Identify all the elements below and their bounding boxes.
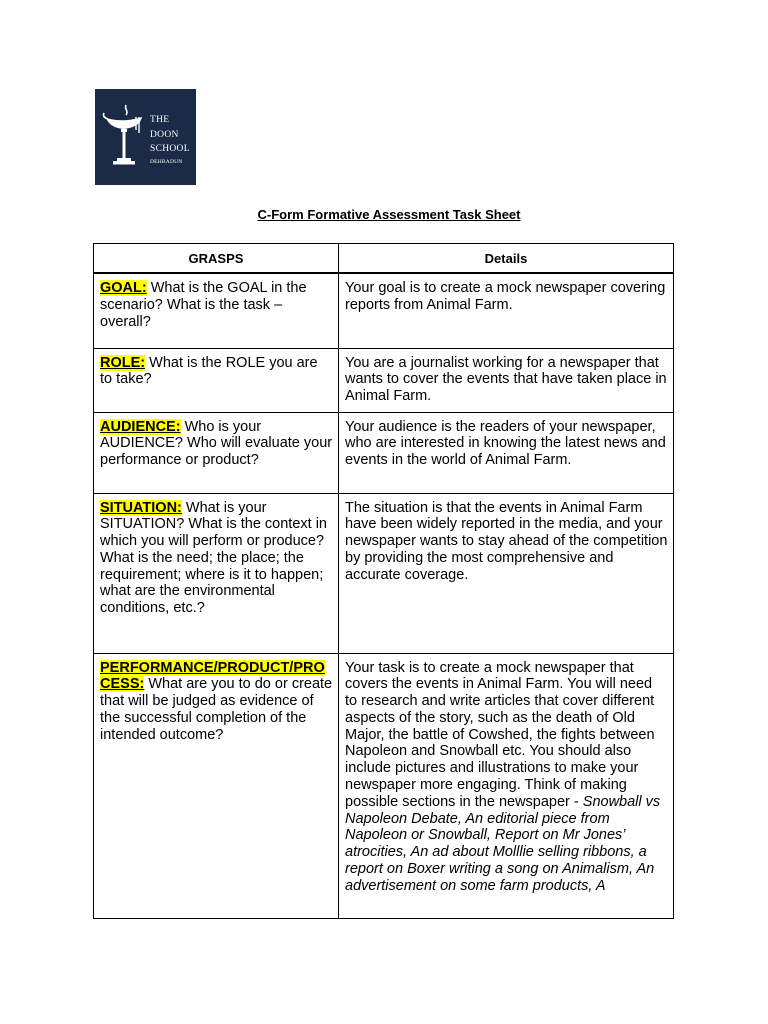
grasps-question: What is the ROLE you are to take?: [100, 354, 318, 388]
details-text: Your audience is the readers of your newspaper, who are interested in knowing the latest news and events in the world of Animal Farm.: [345, 418, 666, 469]
logo-wordmark: [150, 113, 190, 167]
grasps-label: SITUATION:: [100, 499, 182, 516]
details-cell: [339, 412, 674, 493]
details-text: You are a journalist working for a newspaper that wants to cover the events that have taken place in Animal Farm.: [345, 354, 667, 405]
details-text: Your task is to create a mock newspaper that covers the events in Animal Farm. You will need to research and write articles that cover different aspects of the story, such as the death of Old Major, the battle of Cowshed, the fights between Napoleon and Snowball etc. You should also include pictures and illustrations to make your newspaper more engaging. Think of making possible sections in the newspaper -: [345, 659, 655, 810]
grasps-label: GOAL:: [100, 280, 147, 296]
grasps-question: What is the GOAL in the scenario? What is the task – overall?: [100, 280, 307, 330]
details-cell: [339, 348, 674, 412]
grasps-table: [93, 243, 674, 919]
grasps-question: Who is your AUDIENCE? Who will evaluate your performance or product?: [100, 418, 333, 469]
details-text: The situation is that the events in Animal Farm have been widely reported in the media, and your newspaper wants to stay ahead of the competition by providing the most comprehensive and accurate coverage.: [345, 499, 668, 583]
table-header-row: [94, 244, 674, 274]
details-italic-text: Snowball vs Napoleon Debate, An editorial piece from Napoleon or Snowball, Report on Mr Jones’ atrocities, An ad about Molllie selling ribbons, a report on Boxer writing a song on Animalism, An advertisement on some farm products, A: [345, 793, 661, 894]
logo-line-1: THE: [150, 115, 170, 125]
logo-line-4: DEHRADUN: [150, 158, 183, 165]
grasps-label: ROLE:: [100, 354, 146, 371]
logo-line-2: DOON: [150, 129, 179, 140]
details-cell: [339, 273, 674, 348]
lamp-emblem-icon: [102, 103, 146, 169]
header-details: Details: [339, 244, 674, 274]
table-row: [94, 412, 674, 493]
header-grasps: GRASPS: [94, 244, 339, 274]
table-row: [94, 493, 674, 653]
details-text: Your goal is to create a mock newspaper covering reports from Animal Farm.: [345, 280, 666, 313]
grasps-label: AUDIENCE:: [100, 418, 181, 435]
grasps-question: What are you to do or create that will be judged as evidence of the successful completion of the intended outcome?: [100, 676, 333, 743]
table-row: [94, 348, 674, 412]
logo-line-3: SCHOOL: [150, 144, 190, 154]
school-logo: [95, 89, 196, 185]
table-row: [94, 273, 674, 348]
grasps-cell: [94, 412, 339, 493]
grasps-cell: [94, 653, 339, 918]
grasps-cell: [94, 493, 339, 653]
details-cell: [339, 493, 674, 653]
grasps-label: PERFORMANCE/PRODUCT/PROCESS:: [100, 659, 325, 693]
grasps-cell: [94, 348, 339, 412]
grasps-question: What is your SITUATION? What is the context in which you will perform or produce? What is the need; the place; the requirement; where is it to happen; what are the environmental conditions, etc.?: [100, 499, 327, 617]
grasps-cell: [94, 273, 339, 348]
page-title: C-Form Formative Assessment Task Sheet: [257, 207, 521, 222]
details-cell: [339, 653, 674, 918]
table-row: [94, 653, 674, 918]
